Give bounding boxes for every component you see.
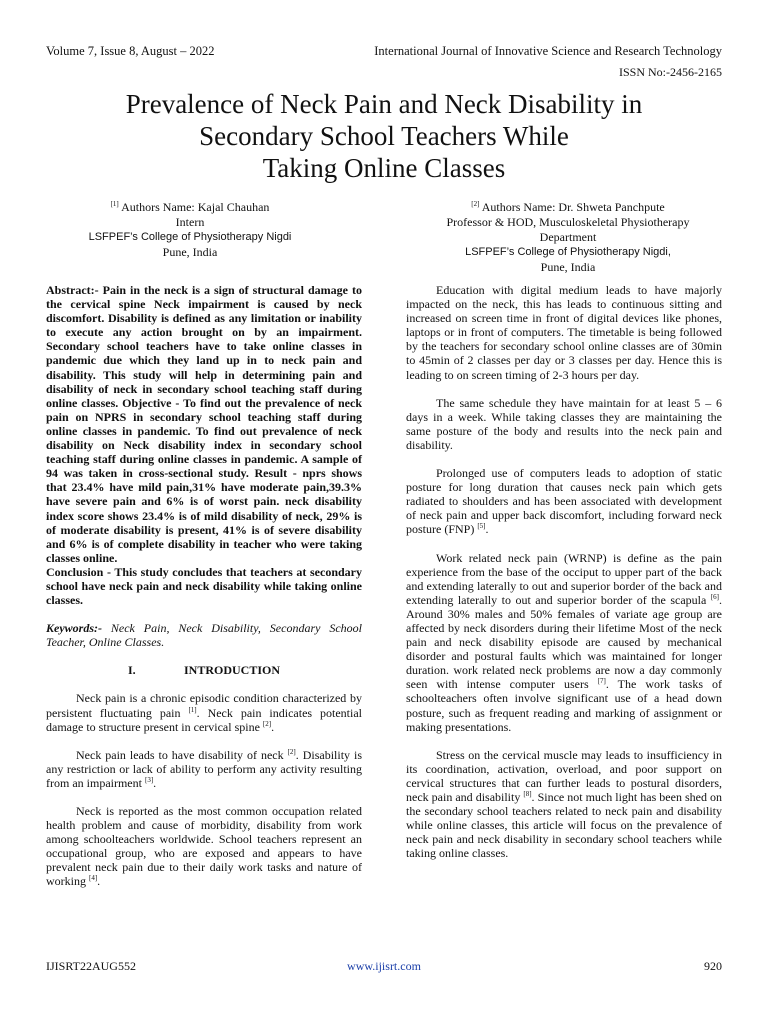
author-college: LSFPEF’s College of Physiotherapy Nigdi xyxy=(88,231,292,243)
title-line: Secondary School Teachers While xyxy=(199,121,569,151)
author-block-2 xyxy=(418,200,718,275)
citation-ref: [1] xyxy=(188,705,197,714)
text-run: . The work tasks of schoolteachers often involve significant use of a head down posture, such as frequent reading and marking of assignment or making presentations. xyxy=(406,677,722,734)
citation-ref: [4] xyxy=(89,874,98,883)
intro-paragraph xyxy=(46,804,362,889)
footer-paper-code: IJISRT22AUG552 xyxy=(46,959,136,973)
footer-page-number: 920 xyxy=(704,959,722,973)
abstract-label: Abstract xyxy=(46,283,91,297)
right-column xyxy=(406,283,722,874)
title-line: Taking Online Classes xyxy=(262,153,506,183)
journal-volume: Volume 7, Issue 8, August – 2022 xyxy=(46,44,215,58)
text-run: . Neck pain indicates potential damage to structure present in cervical spine xyxy=(46,705,362,734)
keywords-text: Neck Pain, Neck Disability, Secondary School Teacher, Online Classes. xyxy=(46,621,362,650)
text-run: Neck pain is a chronic episodic condition characterized by persistent fluctuating pain xyxy=(46,691,362,720)
intro-paragraph xyxy=(46,691,362,733)
text-run: Work related neck pain (WRNP) is define as the pain experience from the base of the occiput to upper part of the back and extending laterally to out and superior border of the back and extending laterally to out and superior border of the scapula xyxy=(406,550,722,607)
abstract-text: :- Pain in the neck is a sign of structural damage to the cervical spine Neck impairment is caused by neck discomfort. Disability is defined as any limitation or inability to execute any action brought on by an impairment. Secondary school teachers have to take online classes in pandemic due which they land up in to neck pain and disability. This study will help in determining pain and disability of neck in secondary school teaching staff during online classes. Objective - To find out the prevalence of neck pain on NPRS in secondary school teaching staff during online classes in pandemic. To find out prevalence of neck disability on Neck disability index in secondary school teaching staff during online classes in pandemic. A sample of 94 was taken in cross-sectional study. Result - nprs shows that 23.4% have mild pain,31% have moderate pain,39.3% have severe pain and 6% is of worst pain. neck disability index score shows 23.4% is of mild disability of neck, 29% is of moderate disability is present, 41% is of severe disability and 6% is of complete disability in teacher who were taking classes online. xyxy=(46,283,362,565)
journal-name: International Journal of Innovative Science and Research Technology xyxy=(374,44,722,58)
citation-ref: [7] xyxy=(597,677,606,686)
citation-ref: [2] xyxy=(262,719,272,728)
section-heading xyxy=(46,663,362,677)
text-run: Education with digital medium leads to have majorly impacted on the neck, this has leads to continuous sitting and increased on screen time in front of digital devices like phones, laptops or in front of computers. The timetable is being followed by the teachers for secondary school online classes are of 30min to 45min of 2 classes per day or 3 classes per day. Hence this is leading to on screen timing of 2-3 hours per day. xyxy=(406,283,722,382)
text-run: . Around 30% males and 50% females of variate age group are affected by neck disorders during their lifetime Most of the neck pain and neck disability episode are caused by mechanical disorder and postural faults which was maintained for longer duration. work related neck problems are now a day commonly seen with intense computer users xyxy=(406,592,722,692)
section-number: I. xyxy=(127,663,136,678)
author-city: Pune, India xyxy=(540,260,596,274)
citation-ref: [5] xyxy=(477,522,486,531)
title-line: Prevalence of Neck Pain and Neck Disability in xyxy=(125,89,643,119)
body-paragraph xyxy=(406,466,722,536)
citation-ref: [8] xyxy=(523,790,532,798)
author-role: Intern xyxy=(175,215,205,229)
author-ref: [2] xyxy=(471,200,480,208)
author-role: Professor & HOD, Musculoskeletal Physiotherapy xyxy=(446,215,690,229)
citation-ref: [3] xyxy=(144,775,154,784)
keywords-paragraph xyxy=(46,621,362,649)
left-column xyxy=(46,283,362,903)
text-run: . xyxy=(485,522,489,537)
body-paragraph xyxy=(406,551,722,734)
text-run: Stress on the cervical muscle may leads to insufficiency in its coordination, activation, overload, and poor support on cervical structures that can further leads to postural disorders, neck pain and disability xyxy=(406,747,722,804)
author-name xyxy=(40,200,340,215)
abstract-conclusion: Conclusion - This study concludes that teachers at secondary school have neck pain and neck disability while taking online classes. xyxy=(46,564,362,608)
text-run: . Since not much light has been shed on the secondary school teachers related to neck pain and disability while online classes, this article will focus on the prevalence of neck pain and neck disability in secondary school teachers while taking online classes. xyxy=(406,790,722,861)
body-paragraph xyxy=(406,283,722,382)
section-title: INTRODUCTION xyxy=(183,663,280,678)
author-name-text: Authors Name: Dr. Shweta Panchpute xyxy=(481,200,665,214)
author-college: LSFPEF’s College of Physiotherapy Nigdi, xyxy=(465,246,671,258)
text-run: Neck is reported as the most common occupation related health problem and cause of morbidity, disability from work among schoolteachers worldwide. School teachers represent an occupational group, who are exposed and appears to have prevalent neck pain due to their daily work tasks and nature of working xyxy=(46,804,362,889)
keywords-label: Keywords:- xyxy=(46,621,102,636)
text-run: . xyxy=(97,874,101,889)
body-paragraph xyxy=(406,748,722,861)
intro-paragraph xyxy=(46,748,362,790)
text-run: . xyxy=(153,775,157,790)
paper-title xyxy=(46,88,722,184)
author-block-1 xyxy=(40,200,340,260)
text-run: Prolonged use of computers leads to adoption of static posture for long duration that causes neck pain which gets radiated to shoulders and has been associated with development of neck pain and upper back discomfort, including forward neck posture (FNP) xyxy=(406,466,722,537)
body-paragraph xyxy=(406,396,722,452)
author-city: Pune, India xyxy=(162,245,218,259)
issn-number: ISSN No:-2456-2165 xyxy=(618,65,722,79)
abstract-paragraph xyxy=(46,283,362,607)
text-run: . xyxy=(271,719,275,734)
text-run: Neck pain leads to have disability of neck xyxy=(76,747,288,762)
citation-ref: [6] xyxy=(710,592,719,601)
author-dept: Department xyxy=(539,230,597,244)
footer-website-link[interactable]: www.ijisrt.com xyxy=(347,959,421,973)
text-run: . Disability is any restriction or lack of ability to perform any activity resulting from an impairment xyxy=(46,747,362,790)
author-name-text: Authors Name: Kajal Chauhan xyxy=(121,200,270,214)
author-name xyxy=(418,200,718,215)
citation-ref: [2] xyxy=(287,747,296,756)
author-ref: [1] xyxy=(110,200,119,208)
text-run: The same schedule they have maintain for at least 5 – 6 days in a week. While taking classes they are maintaining the same posture of the body and results into the neck pain and disability. xyxy=(406,395,722,452)
